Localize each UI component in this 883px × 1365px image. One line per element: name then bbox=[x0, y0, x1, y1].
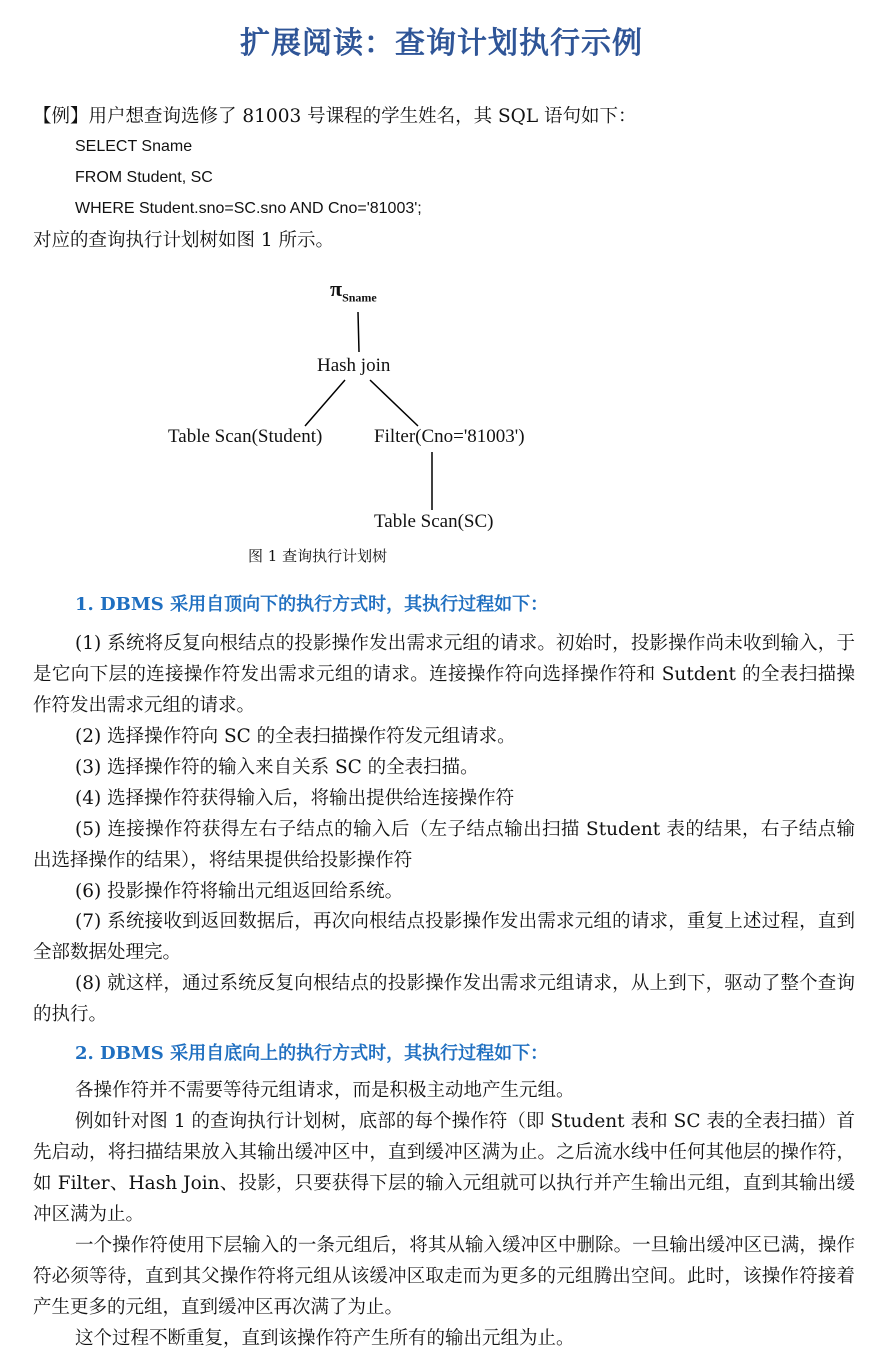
section1-step-8: (8) 就这样，通过系统反复向根结点的投影操作发出需求元组请求，从上到下，驱动了整个查询的执行。 bbox=[33, 973, 855, 1025]
section1-step-7: (7) 系统接收到返回数据后，再次向根结点投影操作发出需求元组的请求，重复上述过程，直到全部数据处理完。 bbox=[33, 911, 855, 963]
section2-paragraph-1: 各操作符并不需要等待元组请求，而是积极主动地产生元组。 bbox=[75, 1080, 575, 1101]
sql-line-where: WHERE Student.sno=SC.sno AND Cno='81003'; bbox=[75, 200, 422, 217]
plan-tree-edges bbox=[0, 0, 883, 560]
table-scan-sc-node: Table Scan(SC) bbox=[374, 511, 494, 532]
section1-step-6: (6) 投影操作符将输出元组返回给系统。 bbox=[75, 881, 404, 902]
sql-line-select: SELECT Sname bbox=[75, 138, 193, 155]
table-scan-student-node: Table Scan(Student) bbox=[168, 426, 323, 447]
edge-join-filter bbox=[370, 380, 418, 426]
projection-attribute: Sname bbox=[342, 290, 377, 305]
sql-line-from: FROM Student, SC bbox=[75, 169, 213, 186]
section2-paragraph-2: 例如针对图 1 的查询执行计划树，底部的每个操作符（即 Student 表和 SC 表的全表扫描）首先启动，将扫描结果放入其输出缓冲区中，直到缓冲区满为止。之后流水线中任何其他层的操作符，如 Filter、Hash Join、投影，只要获得下层的输入元组就可以执行并产生输出元组，直到其输出缓冲区满为止。 bbox=[33, 1111, 855, 1225]
section1-step-5: (5) 连接操作符获得左右子结点的输入后（左子结点输出扫描 Student 表的结果，右子结点输出选择操作的结果），将结果提供给投影操作符 bbox=[33, 819, 855, 871]
edge-join-left bbox=[305, 380, 345, 426]
hash-join-node: Hash join bbox=[317, 355, 391, 376]
example-intro: 【例】用户想查询选修了 81003 号课程的学生姓名，其 SQL 语句如下： bbox=[33, 106, 637, 127]
section1-step-4: (4) 选择操作符获得输入后，将输出提供给连接操作符 bbox=[75, 788, 515, 809]
figure-caption: 图 1 查询执行计划树 bbox=[248, 547, 388, 565]
section1-heading: 1. DBMS 采用自顶向下的执行方式时，其执行过程如下： bbox=[75, 594, 549, 615]
filter-node: Filter(Cno='81003') bbox=[374, 426, 525, 447]
section1-step-2: (2) 选择操作符向 SC 的全表扫描操作符发元组请求。 bbox=[75, 726, 516, 747]
page-title: 扩展阅读：查询计划执行示例 bbox=[240, 26, 643, 61]
section2-paragraph-4: 这个过程不断重复，直到该操作符产生所有的输出元组为止。 bbox=[75, 1328, 575, 1349]
figure-reference: 对应的查询执行计划树如图 1 所示。 bbox=[33, 230, 335, 251]
section1-step-1: (1) 系统将反复向根结点的投影操作发出需求元组的请求。初始时，投影操作尚未收到输入，于是它向下层的连接操作符发出需求元组的请求。连接操作符向选择操作符和 Sutdent 的全表扫描操作符发出需求元组的请求。 bbox=[33, 633, 855, 716]
section2-heading: 2. DBMS 采用自底向上的执行方式时，其执行过程如下： bbox=[75, 1043, 549, 1064]
pi-symbol: π bbox=[330, 276, 343, 301]
section1-step-3: (3) 选择操作符的输入来自关系 SC 的全表扫描。 bbox=[75, 757, 479, 778]
edge-root-join bbox=[358, 312, 359, 352]
projection-node bbox=[330, 276, 377, 305]
section2-paragraph-3: 一个操作符使用下层输入的一条元组后，将其从输入缓冲区中删除。一旦输出缓冲区已满，操作符必须等待，直到其父操作符将元组从该缓冲区取走而为更多的元组腾出空间。此时，该操作符接着产生更多的元组，直到缓冲区再次满了为止。 bbox=[33, 1235, 855, 1318]
